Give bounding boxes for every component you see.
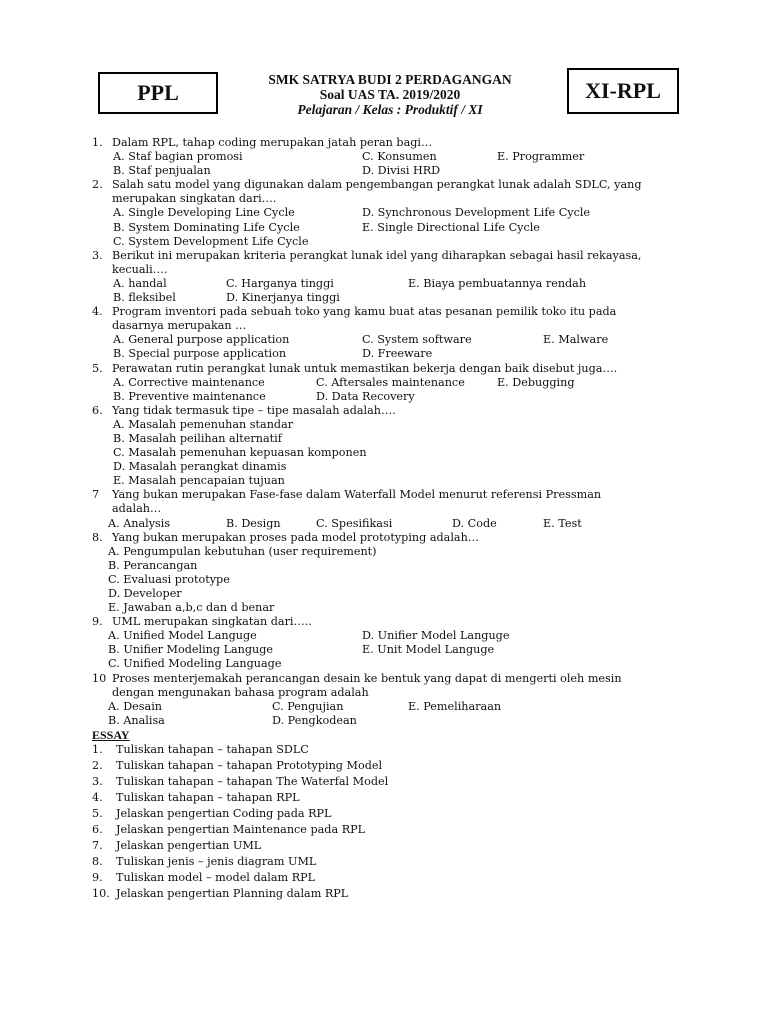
essay-item	[0, 838, 768, 854]
question-line	[0, 319, 768, 333]
answer-option: D. Pengkodean	[272, 713, 357, 727]
option-row	[0, 601, 768, 615]
essay-number: 1.	[92, 743, 103, 757]
answer-option: E. Masalah pencapaian tujuan	[113, 474, 285, 488]
answer-option: D. Kinerjanya tinggi	[226, 291, 340, 305]
answer-option: B. Special purpose application	[113, 347, 287, 361]
question-number: 3.	[92, 248, 103, 262]
option-row	[0, 390, 768, 404]
essay-item	[0, 806, 768, 822]
question-number: 4.	[92, 305, 103, 319]
essay-text: Jelaskan pengertian Coding pada RPL	[116, 807, 332, 821]
exam-content	[0, 136, 768, 902]
option-row	[0, 714, 768, 728]
option-row	[0, 573, 768, 587]
option-row	[0, 460, 768, 474]
question-text: Yang bukan merupakan proses pada model prototyping adalah…	[112, 530, 479, 544]
essay-item	[0, 758, 768, 774]
essay-number: 2.	[92, 759, 103, 773]
answer-option: A. Staf bagian promosi	[113, 150, 243, 164]
question-text: merupakan singkatan dari….	[112, 192, 277, 206]
question-item	[0, 305, 768, 361]
question-text: dengan mengunakan bahasa program adalah	[112, 685, 369, 699]
answer-option: B. Analisa	[108, 713, 165, 727]
question-number: 7	[92, 488, 100, 502]
option-row	[0, 700, 768, 714]
essay-text: Jelaskan pengertian Planning dalam RPL	[116, 887, 349, 901]
answer-option: B. Design	[226, 516, 281, 530]
answer-option: E. Test	[543, 516, 582, 530]
answer-option: B. Staf penjualan	[113, 164, 211, 178]
answer-option: B. fleksibel	[113, 291, 176, 305]
question-text: UML merupakan singkatan dari…..	[112, 615, 312, 629]
class-code-box: XI-RPL	[567, 68, 679, 114]
answer-option: E. Biaya pembuatannya rendah	[408, 276, 587, 290]
answer-option: E. Programmer	[497, 150, 585, 164]
essay-number: 3.	[92, 775, 103, 789]
option-row	[0, 474, 768, 488]
question-item	[0, 404, 768, 489]
answer-option: A. Pengumpulan kebutuhan (user requirement)	[108, 544, 377, 558]
essay-text: Tuliskan tahapan – tahapan SDLC	[116, 743, 309, 757]
option-row	[0, 559, 768, 573]
option-row	[0, 545, 768, 559]
question-text: Program inventori pada sebuah toko yang kamu buat atas pesanan pemilik toko itu pada	[112, 305, 617, 319]
answer-option: B. Masalah peilihan alternatif	[113, 431, 282, 445]
question-number	[92, 502, 112, 516]
question-text: Salah satu model yang digunakan dalam pengembangan perangkat lunak adalah SDLC, yang	[112, 178, 642, 192]
question-number: 9.	[92, 615, 103, 629]
question-number	[92, 263, 112, 277]
option-row	[0, 643, 768, 657]
answer-option: C. Harganya tinggi	[226, 276, 334, 290]
answer-option: C. Spesifikasi	[316, 516, 393, 530]
essay-item	[0, 854, 768, 870]
answer-option: A. Unified Model Languge	[108, 629, 257, 643]
option-row	[0, 164, 768, 178]
exam-header	[0, 0, 768, 132]
answer-option: C. Masalah pemenuhan kepuasan komponen	[113, 446, 367, 460]
essay-number: 5.	[92, 807, 103, 821]
question-line	[0, 502, 768, 516]
question-text: Proses menterjemakah perancangan desain ke bentuk yang dapat di mengerti oleh mesin	[112, 671, 622, 685]
question-line	[0, 672, 768, 686]
essay-item	[0, 886, 768, 902]
answer-option: B. Perancangan	[108, 558, 198, 572]
question-line	[0, 192, 768, 206]
question-number	[92, 192, 112, 206]
essay-text: Tuliskan tahapan – tahapan Prototyping Model	[116, 759, 383, 773]
question-line	[0, 531, 768, 545]
question-text: kecuali….	[112, 262, 168, 276]
answer-option: C. Pengujian	[272, 699, 344, 713]
question-number: 2.	[92, 178, 103, 192]
essay-section	[0, 742, 768, 902]
answer-option: A. Corrective maintenance	[113, 375, 265, 389]
essay-item	[0, 790, 768, 806]
question-number: 1.	[92, 136, 103, 149]
question-line	[0, 136, 768, 150]
question-item	[0, 178, 768, 248]
question-line	[0, 686, 768, 700]
option-row	[0, 150, 768, 164]
question-line	[0, 178, 768, 192]
exam-title: Soal UAS TA. 2019/2020	[319, 87, 461, 102]
answer-option: D. Unifier Model Languge	[362, 629, 510, 643]
option-row	[0, 629, 768, 643]
question-text: Yang bukan merupakan Fase-fase dalam Waterfall Model menurut referensi Pressman	[112, 488, 602, 502]
answer-option: A. Desain	[108, 699, 162, 713]
answer-option: D. Masalah perangkat dinamis	[113, 460, 287, 474]
answer-option: A. General purpose application	[113, 333, 290, 347]
question-item	[0, 488, 768, 530]
answer-option: C. Konsumen	[362, 150, 437, 164]
essay-text: Jelaskan pengertian Maintenance pada RPL	[116, 823, 366, 837]
answer-option: D. Code	[452, 516, 497, 530]
question-text: Yang tidak termasuk tipe – tipe masalah adalah….	[112, 403, 396, 417]
essay-item	[0, 742, 768, 758]
answer-option: D. Freeware	[362, 347, 433, 361]
question-item	[0, 136, 768, 178]
essay-text: Tuliskan jenis – jenis diagram UML	[116, 855, 317, 869]
question-line	[0, 615, 768, 629]
question-line	[0, 305, 768, 319]
essay-text: Jelaskan pengertian UML	[116, 839, 262, 853]
question-text: dasarnya merupakan …	[112, 319, 247, 333]
answer-option: D. Synchronous Development Life Cycle	[362, 206, 591, 220]
subject-class: Pelajaran / Kelas : Produktif / XI	[297, 102, 483, 117]
option-row	[0, 221, 768, 235]
option-row	[0, 291, 768, 305]
question-item	[0, 362, 768, 404]
question-line	[0, 404, 768, 418]
option-row	[0, 376, 768, 390]
answer-option: A. Analysis	[108, 516, 171, 530]
school-title-block	[230, 72, 550, 117]
answer-option: A. Single Developing Line Cycle	[113, 206, 295, 220]
essay-item	[0, 870, 768, 886]
essay-item	[0, 822, 768, 838]
option-row	[0, 587, 768, 601]
answer-option: C. Unified Modeling Language	[108, 657, 282, 671]
question-item	[0, 672, 768, 728]
answer-option: E. Unit Model Languge	[362, 643, 495, 657]
question-text: Dalam RPL, tahap coding merupakan jatah peran bagi…	[112, 136, 433, 149]
essay-number: 8.	[92, 855, 103, 869]
essay-number: 4.	[92, 791, 103, 805]
option-row	[0, 347, 768, 361]
option-row	[0, 235, 768, 249]
essay-number: 6.	[92, 823, 103, 837]
essay-number: 10.	[92, 887, 110, 901]
essay-title: ESSAY	[92, 727, 130, 742]
question-line	[0, 263, 768, 277]
question-text: Perawatan rutin perangkat lunak untuk memastikan bekerja dengan baik disebut juga….	[112, 361, 618, 375]
question-number	[92, 686, 112, 700]
answer-option: C. System Development Life Cycle	[113, 234, 309, 248]
option-row	[0, 418, 768, 432]
essay-number: 7.	[92, 839, 103, 853]
answer-option: D. Data Recovery	[316, 389, 415, 403]
answer-option: B. Preventive maintenance	[113, 389, 266, 403]
option-row	[0, 333, 768, 347]
multiple-choice-section	[0, 136, 768, 728]
option-row	[0, 657, 768, 671]
question-item	[0, 615, 768, 671]
answer-option: B. Unifier Modeling Languge	[108, 643, 274, 657]
answer-option: D. Developer	[108, 587, 182, 600]
answer-option: E. Jawaban a,b,c dan d benar	[108, 601, 275, 615]
question-item	[0, 249, 768, 305]
option-row	[0, 446, 768, 460]
option-row	[0, 432, 768, 446]
question-line	[0, 362, 768, 376]
subject-code-box: PPL	[98, 72, 218, 114]
essay-number: 9.	[92, 871, 103, 885]
question-text: adalah…	[112, 502, 162, 516]
answer-option: C. Evaluasi prototype	[108, 572, 230, 586]
question-text: Berikut ini merupakan kriteria perangkat lunak idel yang diharapkan sebagai hasil rekayasa,	[112, 248, 642, 262]
question-line	[0, 249, 768, 263]
question-number: 10	[92, 671, 107, 685]
answer-option: C. System software	[362, 333, 472, 347]
question-number: 5.	[92, 361, 103, 375]
question-item	[0, 531, 768, 616]
answer-option: E. Single Directional Life Cycle	[362, 220, 540, 234]
answer-option: C. Aftersales maintenance	[316, 375, 465, 389]
question-number	[92, 319, 112, 333]
answer-option: A. Masalah pemenuhan standar	[113, 417, 294, 431]
question-line	[0, 488, 768, 502]
question-number: 6.	[92, 403, 103, 417]
answer-option: E. Malware	[543, 333, 609, 347]
answer-option: E. Pemeliharaan	[408, 699, 502, 713]
option-row	[0, 277, 768, 291]
option-row	[0, 206, 768, 220]
answer-option: D. Divisi HRD	[362, 164, 441, 178]
option-row	[0, 517, 768, 531]
answer-option: E. Debugging	[497, 375, 575, 389]
essay-text: Tuliskan tahapan – tahapan The Waterfal Model	[116, 775, 389, 789]
answer-option: B. System Dominating Life Cycle	[113, 220, 300, 234]
essay-text: Tuliskan tahapan – tahapan RPL	[116, 791, 300, 805]
answer-option: A. handal	[113, 276, 167, 290]
question-number: 8.	[92, 530, 103, 544]
school-name: SMK SATRYA BUDI 2 PERDAGANGAN	[268, 72, 512, 87]
essay-item	[0, 774, 768, 790]
essay-text: Tuliskan model – model dalam RPL	[116, 871, 316, 885]
